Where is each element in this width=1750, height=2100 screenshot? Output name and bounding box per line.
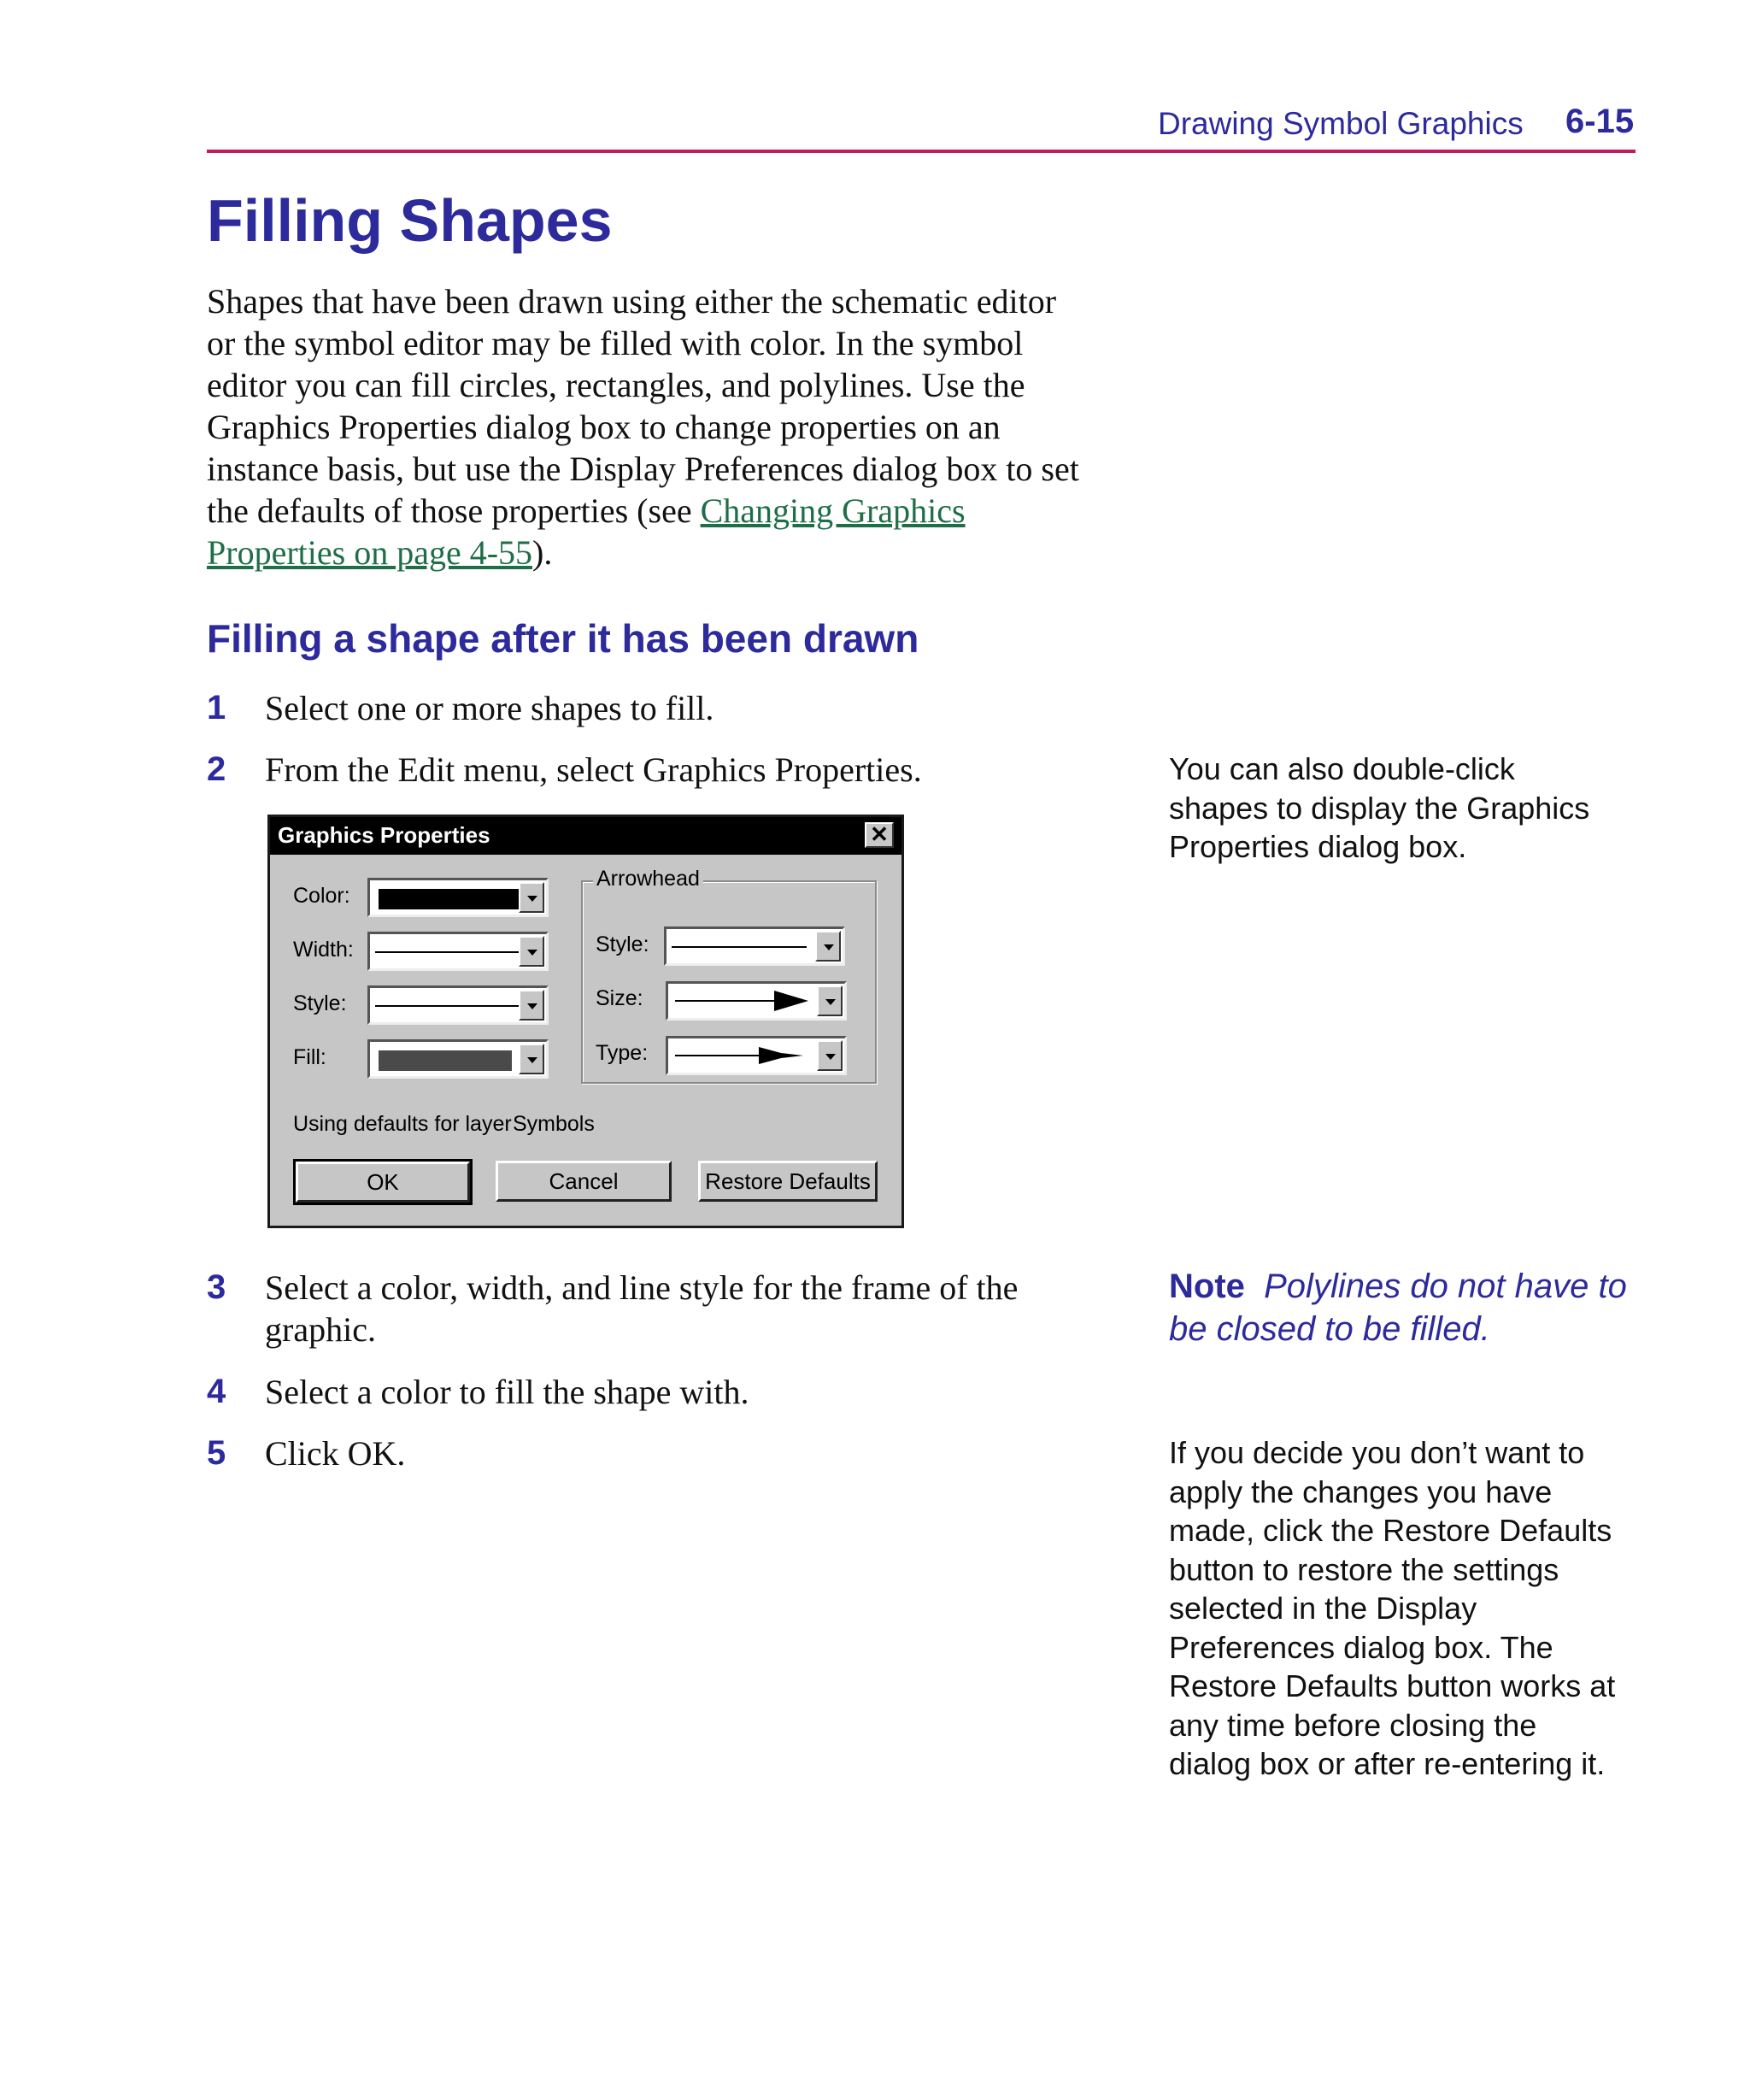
sidenote-line: If you decide you don’t want to xyxy=(1169,1435,1585,1470)
ok-button[interactable]: OK xyxy=(296,1162,470,1203)
intro-text: ). xyxy=(532,533,553,572)
step-number: 4 xyxy=(207,1373,226,1410)
step-line: graphic. xyxy=(265,1310,376,1349)
dialog-title: Graphics Properties xyxy=(278,822,490,848)
sidenote-line: shapes to display the Graphics xyxy=(1169,790,1590,826)
intro-line: or the symbol editor may be filled with color. In the symbol xyxy=(207,324,1024,362)
intro-line: editor you can fill circles, rectangles, and polylines. Use the xyxy=(207,366,1025,404)
arrow-size-label: Size: xyxy=(596,986,643,1010)
style-preview-line xyxy=(375,1005,519,1007)
header-rule xyxy=(207,150,1635,153)
arrow-style-dropdown[interactable] xyxy=(664,926,845,966)
intro-line: instance basis, but use the Display Preferences dialog box to set xyxy=(207,450,1079,488)
sidenote-line: apply the changes you have xyxy=(1169,1474,1553,1509)
running-header-section: Drawing Symbol Graphics xyxy=(1158,106,1524,141)
sidenote-line: selected in the Display xyxy=(1169,1591,1477,1626)
defaults-layer-value: Symbols xyxy=(513,1112,595,1136)
width-label: Width: xyxy=(293,938,354,962)
step-line: Select a color, width, and line style for the frame of the xyxy=(265,1268,1019,1307)
restore-defaults-button[interactable]: Restore Defaults xyxy=(698,1161,878,1202)
cancel-button[interactable]: Cancel xyxy=(496,1161,672,1202)
step-text: Click OK. xyxy=(265,1434,406,1473)
sidenote-line: Restore Defaults button works at xyxy=(1169,1668,1616,1703)
fill-swatch xyxy=(379,1050,512,1071)
sidenote-restore xyxy=(1169,1433,1647,1784)
arrow-style-preview-line xyxy=(672,946,807,948)
sidenote-tip xyxy=(1169,750,1647,867)
note-text: Polylines do not have to xyxy=(1264,1268,1627,1305)
width-dropdown[interactable] xyxy=(367,932,549,971)
arrow-size-preview-icon xyxy=(672,984,817,1018)
style-label: Style: xyxy=(293,991,347,1015)
sidenote-note xyxy=(1169,1265,1647,1350)
fill-dropdown[interactable] xyxy=(367,1039,549,1079)
arrow-style-label: Style: xyxy=(596,932,649,956)
chevron-down-icon[interactable] xyxy=(519,936,544,967)
chevron-down-icon[interactable] xyxy=(817,985,843,1016)
color-label: Color: xyxy=(293,884,350,908)
step-number: 5 xyxy=(207,1434,226,1472)
arrow-type-label: Type: xyxy=(596,1041,649,1065)
fill-label: Fill: xyxy=(293,1045,326,1069)
color-swatch xyxy=(379,889,520,909)
page-number: 6-15 xyxy=(1565,103,1635,140)
style-dropdown[interactable] xyxy=(367,985,549,1025)
chevron-down-icon[interactable] xyxy=(817,1040,843,1071)
dialog-title-bar xyxy=(270,817,901,855)
note-line xyxy=(1169,1265,1647,1308)
step-number: 2 xyxy=(207,750,226,788)
color-dropdown[interactable] xyxy=(367,878,549,917)
chevron-down-icon[interactable] xyxy=(519,1044,544,1074)
arrow-type-dropdown[interactable] xyxy=(666,1036,847,1075)
cross-reference-link[interactable]: Changing Graphics xyxy=(700,491,966,530)
section-heading: Filling a shape after it has been drawn xyxy=(207,616,919,661)
sidenote-line: any time before closing the xyxy=(1169,1707,1537,1743)
arrowhead-group-label: Arrowhead xyxy=(593,867,703,891)
sidenote-line: dialog box or after re-entering it. xyxy=(1169,1746,1606,1781)
chevron-down-icon[interactable] xyxy=(519,990,544,1021)
defaults-label: Using defaults for layer xyxy=(293,1112,512,1136)
intro-line: Graphics Properties dialog box to change properties on an xyxy=(207,408,1001,446)
note-label: Note xyxy=(1169,1268,1245,1305)
sidenote-line: You can also double-click xyxy=(1169,751,1515,786)
sidenote-line: button to restore the settings xyxy=(1169,1551,1559,1587)
intro-paragraph xyxy=(207,280,1130,574)
chevron-down-icon[interactable] xyxy=(815,931,841,962)
close-icon[interactable]: ✕ xyxy=(865,822,894,848)
intro-line xyxy=(207,490,1130,532)
step-text xyxy=(265,1267,1119,1350)
sidenote-line: Properties dialog box. xyxy=(1169,829,1467,864)
arrow-size-dropdown[interactable] xyxy=(666,981,847,1021)
step-text: Select one or more shapes to fill. xyxy=(265,689,714,727)
step-number: 3 xyxy=(207,1268,226,1306)
intro-line xyxy=(207,532,1130,574)
sidenote-line: made, click the Restore Defaults xyxy=(1169,1513,1612,1548)
chevron-down-icon[interactable] xyxy=(519,882,544,913)
step-number: 1 xyxy=(207,689,226,726)
intro-line: Shapes that have been drawn using either the schematic editor xyxy=(207,282,1057,321)
cross-reference-link-cont[interactable]: Properties on page 4-55 xyxy=(207,533,533,572)
arrow-type-preview-icon xyxy=(672,1038,817,1073)
page-title: Filling Shapes xyxy=(207,187,613,254)
step-text: From the Edit menu, select Graphics Properties. xyxy=(265,750,922,789)
width-preview-line xyxy=(375,951,519,953)
intro-text: the defaults of those properties (see xyxy=(207,491,701,530)
sidenote-line: Preferences dialog box. The xyxy=(1169,1629,1553,1665)
note-text: be closed to be filled. xyxy=(1169,1310,1490,1348)
step-text: Select a color to fill the shape with. xyxy=(265,1373,749,1411)
